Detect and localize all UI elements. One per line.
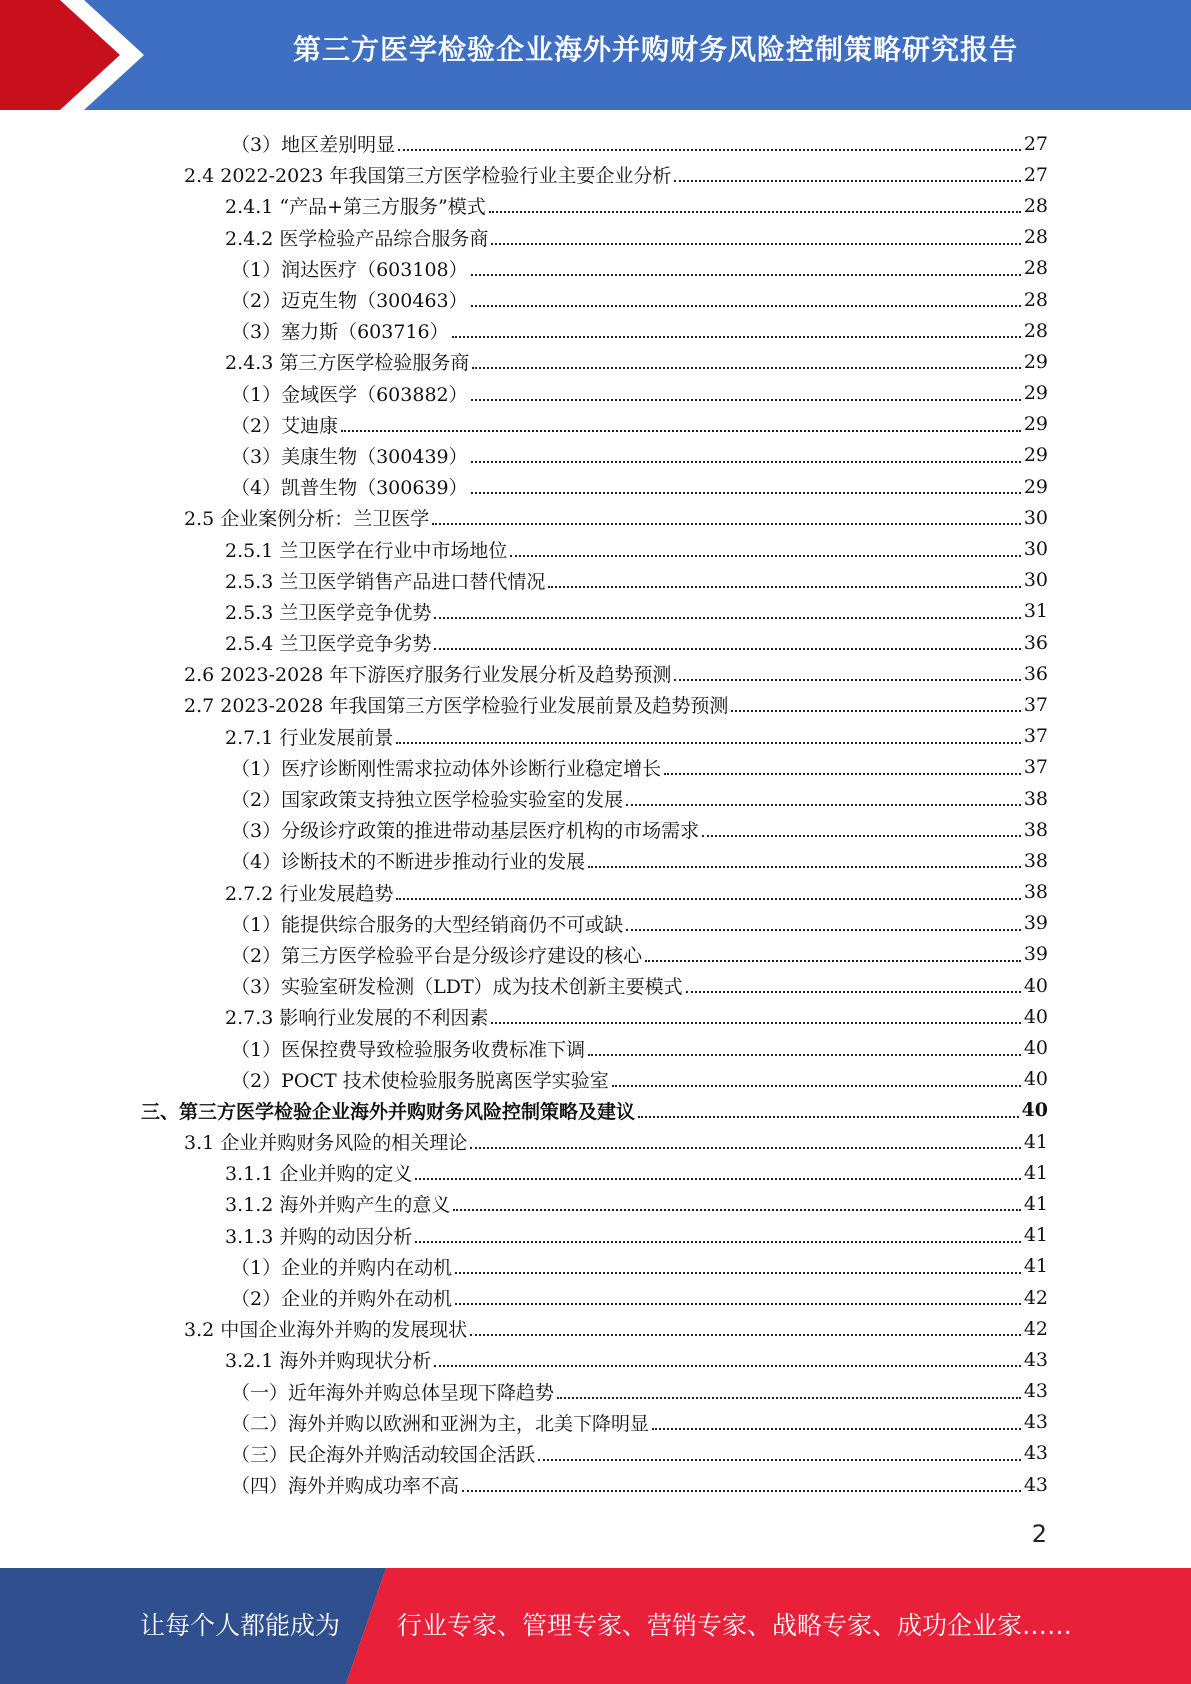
toc-entry-title: （4）诊断技术的不断进步推动行业的发展 [231,851,586,874]
toc-leader-dots [471,491,1021,494]
toc-entry-title: （1）企业的并购内在动机 [231,1256,453,1279]
toc-entry-page: 36 [1023,631,1048,654]
toc-leader-dots [434,1364,1020,1367]
toc-entry[interactable] [0,658,1191,689]
toc-entry-page: 29 [1023,444,1048,467]
toc-leader-dots [453,1208,1020,1211]
toc-entry-page: 41 [1023,1130,1048,1153]
toc-entry[interactable] [0,409,1191,440]
toc-leader-dots [455,1271,1021,1274]
toc-entry[interactable] [0,908,1191,939]
toc-entry-page: 41 [1023,1161,1048,1184]
toc-entry-page: 38 [1023,849,1048,872]
toc-entry[interactable] [0,845,1191,876]
toc-leader-dots [434,647,1020,650]
toc-entry-page: 31 [1023,600,1048,623]
toc-entry[interactable] [0,1157,1191,1188]
toc-entry[interactable] [0,502,1191,533]
toc-leader-dots [557,1396,1021,1399]
toc-entry-page: 39 [1023,943,1048,966]
toc-leader-dots [398,148,1021,151]
toc-leader-dots [434,616,1020,619]
toc-entry-title: （2）迈克生物（300463） [231,290,468,313]
toc-entry[interactable] [0,689,1191,720]
toc-entry-page: 28 [1023,257,1048,280]
toc-entry-title: （三）民企海外并购活动较国企活跃 [231,1443,536,1466]
toc-leader-dots [341,429,1021,432]
toc-entry[interactable] [0,1032,1191,1063]
toc-entry-title: 2.7.2 行业发展趋势 [225,882,394,905]
toc-entry-title: 2.7.1 行业发展前景 [225,726,394,749]
toc-entry-title: （2）第三方医学检验平台是分级诊疗建设的核心 [231,944,643,967]
toc-entry-page: 36 [1023,662,1048,685]
toc-entry-page: 43 [1023,1348,1048,1371]
toc-entry-page: 28 [1023,194,1048,217]
toc-entry-page: 43 [1023,1411,1048,1434]
toc-entry-page: 30 [1023,538,1048,561]
toc-entry[interactable] [0,1469,1191,1500]
toc-leader-dots [471,398,1021,401]
toc-leader-dots [491,1021,1020,1024]
toc-leader-dots [538,1458,1021,1461]
toc-leader-dots [471,304,1021,307]
toc-leader-dots [588,1053,1021,1056]
toc-entry-title: （1）医保控费导致检验服务收费标准下调 [231,1038,586,1061]
toc-entry-title: （2）POCT 技术使检验服务脱离医学实验室 [231,1069,609,1092]
toc-entry[interactable] [0,627,1191,658]
toc-leader-dots [415,1240,1020,1243]
toc-entry[interactable] [0,721,1191,752]
toc-entry[interactable] [0,596,1191,627]
toc-entry[interactable] [0,1251,1191,1282]
toc-entry-title: （4）凯普生物（300639） [231,477,468,500]
toc-leader-dots [626,928,1021,931]
toc-entry-title: （1）润达医疗（603108） [231,258,468,281]
toc-entry-page: 43 [1023,1380,1048,1403]
toc-leader-dots [638,1115,1019,1118]
toc-entry-title: 2.7.3 影响行业发展的不利因素 [225,1007,489,1030]
toc-entry-title: （3）实验室研发检测（LDT）成为技术创新主要模式 [231,976,683,999]
toc-leader-dots [471,460,1021,463]
toc-entry-page: 37 [1023,756,1048,779]
toc-entry-page: 40 [1023,1005,1048,1028]
table-of-contents [0,128,1191,1500]
toc-entry[interactable] [0,1282,1191,1313]
toc-entry-title: 2.4.3 第三方医学检验服务商 [225,352,470,375]
toc-leader-dots [731,709,1020,712]
toc-entry-page: 40 [1023,974,1048,997]
toc-entry[interactable] [0,877,1191,908]
toc-leader-dots [588,865,1021,868]
toc-entry-title: （1）金域医学（603882） [231,383,468,406]
toc-entry[interactable] [0,939,1191,970]
toc-leader-dots [455,1302,1021,1305]
toc-leader-dots [415,1177,1020,1180]
toc-entry-page: 37 [1023,693,1048,716]
toc-leader-dots [470,1333,1021,1336]
toc-entry-title: 2.5.1 兰卫医学在行业中市场地位 [225,539,508,562]
toc-entry[interactable] [0,471,1191,502]
toc-entry-title: （四）海外并购成功率不高 [231,1475,460,1498]
toc-leader-dots [396,897,1020,900]
toc-leader-dots [626,803,1021,806]
toc-leader-dots [652,1427,1021,1430]
toc-entry[interactable] [0,1095,1191,1126]
toc-entry-page: 39 [1023,912,1048,935]
toc-entry-title: （3）美康生物（300439） [231,445,468,468]
toc-entry[interactable] [0,1376,1191,1407]
toc-entry-page: 40 [1021,1099,1048,1122]
toc-entry-page: 42 [1023,1286,1048,1309]
toc-entry-title: 3.2.1 海外并购现状分析 [225,1350,432,1373]
toc-entry[interactable] [0,783,1191,814]
toc-entry[interactable] [0,1064,1191,1095]
toc-entry-page: 38 [1023,818,1048,841]
toc-leader-dots [510,554,1020,557]
toc-entry-page: 29 [1023,475,1048,498]
toc-entry-title: 2.5.3 兰卫医学竞争优势 [225,601,432,624]
toc-entry-title: 2.5 企业案例分析：兰卫医学 [184,508,430,531]
toc-entry-title: （1）医疗诊断刚性需求拉动体外诊断行业稳定增长 [231,757,662,780]
toc-entry-page: 29 [1023,382,1048,405]
toc-entry-page: 30 [1023,506,1048,529]
toc-entry[interactable] [0,1313,1191,1344]
report-title: 第三方医学检验企业海外并购财务风险控制策略研究报告 [292,33,1018,66]
toc-entry-title: （2）艾迪康 [231,414,339,437]
toc-entry[interactable] [0,159,1191,190]
toc-entry-title: 2.4.1 “产品+第三方服务”模式 [225,196,486,219]
toc-leader-dots [489,210,1021,213]
toc-entry-page: 41 [1023,1192,1048,1215]
toc-entry-page: 41 [1023,1255,1048,1278]
toc-leader-dots [664,772,1021,775]
toc-entry-page: 37 [1023,725,1048,748]
toc-entry-title: 2.4.2 医学检验产品综合服务商 [225,227,489,250]
toc-leader-dots [612,1084,1021,1087]
toc-leader-dots [432,522,1021,525]
toc-entry[interactable] [0,253,1191,284]
toc-entry-title: （3）分级诊疗政策的推进带动基层医疗机构的市场需求 [231,820,700,843]
toc-leader-dots [471,273,1021,276]
toc-entry-title: （一）近年海外并购总体呈现下降趋势 [231,1381,555,1404]
toc-entry-page: 43 [1023,1442,1048,1465]
toc-entry-page: 30 [1023,569,1048,592]
toc-entry-page: 40 [1023,1037,1048,1060]
toc-entry[interactable] [0,1407,1191,1438]
page-footer [0,1568,1191,1684]
toc-entry-title: 3.2 中国企业海外并购的发展现状 [184,1319,468,1342]
toc-entry-page: 27 [1023,132,1048,155]
footer-slogan-left: 让每个人都能成为 [140,1611,341,1640]
toc-entry[interactable] [0,1188,1191,1219]
toc-entry[interactable] [0,190,1191,221]
toc-leader-dots [472,366,1020,369]
toc-entry[interactable] [0,565,1191,596]
toc-leader-dots [452,335,1021,338]
toc-entry-title: 3.1.3 并购的动因分析 [225,1225,413,1248]
toc-leader-dots [396,741,1020,744]
toc-leader-dots [674,678,1020,681]
toc-entry[interactable] [0,814,1191,845]
toc-entry-title: 2.5.4 兰卫医学竞争劣势 [225,633,432,656]
toc-entry[interactable] [0,752,1191,783]
toc-entry-title: （3）塞力斯（603716） [231,321,449,344]
toc-entry-title: 2.7 2023-2028 年我国第三方医学检验行业发展前景及趋势预测 [184,695,729,718]
header-arrow-icon [0,0,170,110]
toc-entry-title: 三、第三方医学检验企业海外并购财务风险控制策略及建议 [141,1100,636,1123]
toc-entry[interactable] [0,1001,1191,1032]
toc-entry-page: 28 [1023,319,1048,342]
toc-entry[interactable] [0,440,1191,471]
toc-entry[interactable] [0,1220,1191,1251]
toc-entry-page: 42 [1023,1317,1048,1340]
toc-entry-page: 27 [1023,163,1048,186]
toc-entry-title: 3.1.1 企业并购的定义 [225,1163,413,1186]
toc-entry[interactable] [0,1126,1191,1157]
toc-entry-page: 29 [1023,350,1048,373]
page-number: 2 [1031,1520,1047,1548]
toc-entry-title: （2）企业的并购外在动机 [231,1288,453,1311]
toc-entry-title: （1）能提供综合服务的大型经销商仍不可或缺 [231,913,624,936]
toc-entry-page: 41 [1023,1224,1048,1247]
toc-entry-title: 2.4 2022-2023 年我国第三方医学检验行业主要企业分析 [184,165,672,188]
toc-entry[interactable] [0,128,1191,159]
toc-entry-page: 28 [1023,288,1048,311]
toc-entry[interactable] [0,1344,1191,1375]
toc-entry[interactable] [0,222,1191,253]
toc-entry-page: 43 [1023,1473,1048,1496]
toc-leader-dots [491,242,1020,245]
toc-entry[interactable] [0,378,1191,409]
toc-entry[interactable] [0,346,1191,377]
footer-slogan-right: 行业专家、管理专家、营销专家、战略专家、成功企业家…… [397,1611,1073,1640]
toc-leader-dots [686,990,1021,993]
toc-entry-title: （2）国家政策支持独立医学检验实验室的发展 [231,789,624,812]
toc-entry[interactable] [0,970,1191,1001]
toc-leader-dots [470,1146,1021,1149]
toc-entry-page: 40 [1023,1068,1048,1091]
toc-entry-title: 3.1 企业并购财务风险的相关理论 [184,1132,468,1155]
toc-entry-title: 2.5.3 兰卫医学销售产品进口替代情况 [225,570,546,593]
toc-entry-title: （二）海外并购以欧洲和亚洲为主，北美下降明显 [231,1412,650,1435]
toc-entry-page: 38 [1023,881,1048,904]
toc-entry-title: 3.1.2 海外并购产生的意义 [225,1194,451,1217]
page-header [0,0,1191,110]
toc-entry[interactable] [0,1438,1191,1469]
toc-entry[interactable] [0,533,1191,564]
toc-entry-page: 38 [1023,787,1048,810]
toc-entry[interactable] [0,315,1191,346]
toc-entry-page: 28 [1023,226,1048,249]
toc-leader-dots [674,179,1020,182]
toc-leader-dots [462,1489,1021,1492]
toc-entry-title: （3）地区差别明显 [231,134,396,157]
toc-entry-title: 2.6 2023-2028 年下游医疗服务行业发展分析及趋势预测 [184,664,672,687]
toc-leader-dots [645,959,1021,962]
toc-leader-dots [548,585,1020,588]
toc-entry-page: 29 [1023,413,1048,436]
toc-leader-dots [702,834,1021,837]
toc-entry[interactable] [0,284,1191,315]
